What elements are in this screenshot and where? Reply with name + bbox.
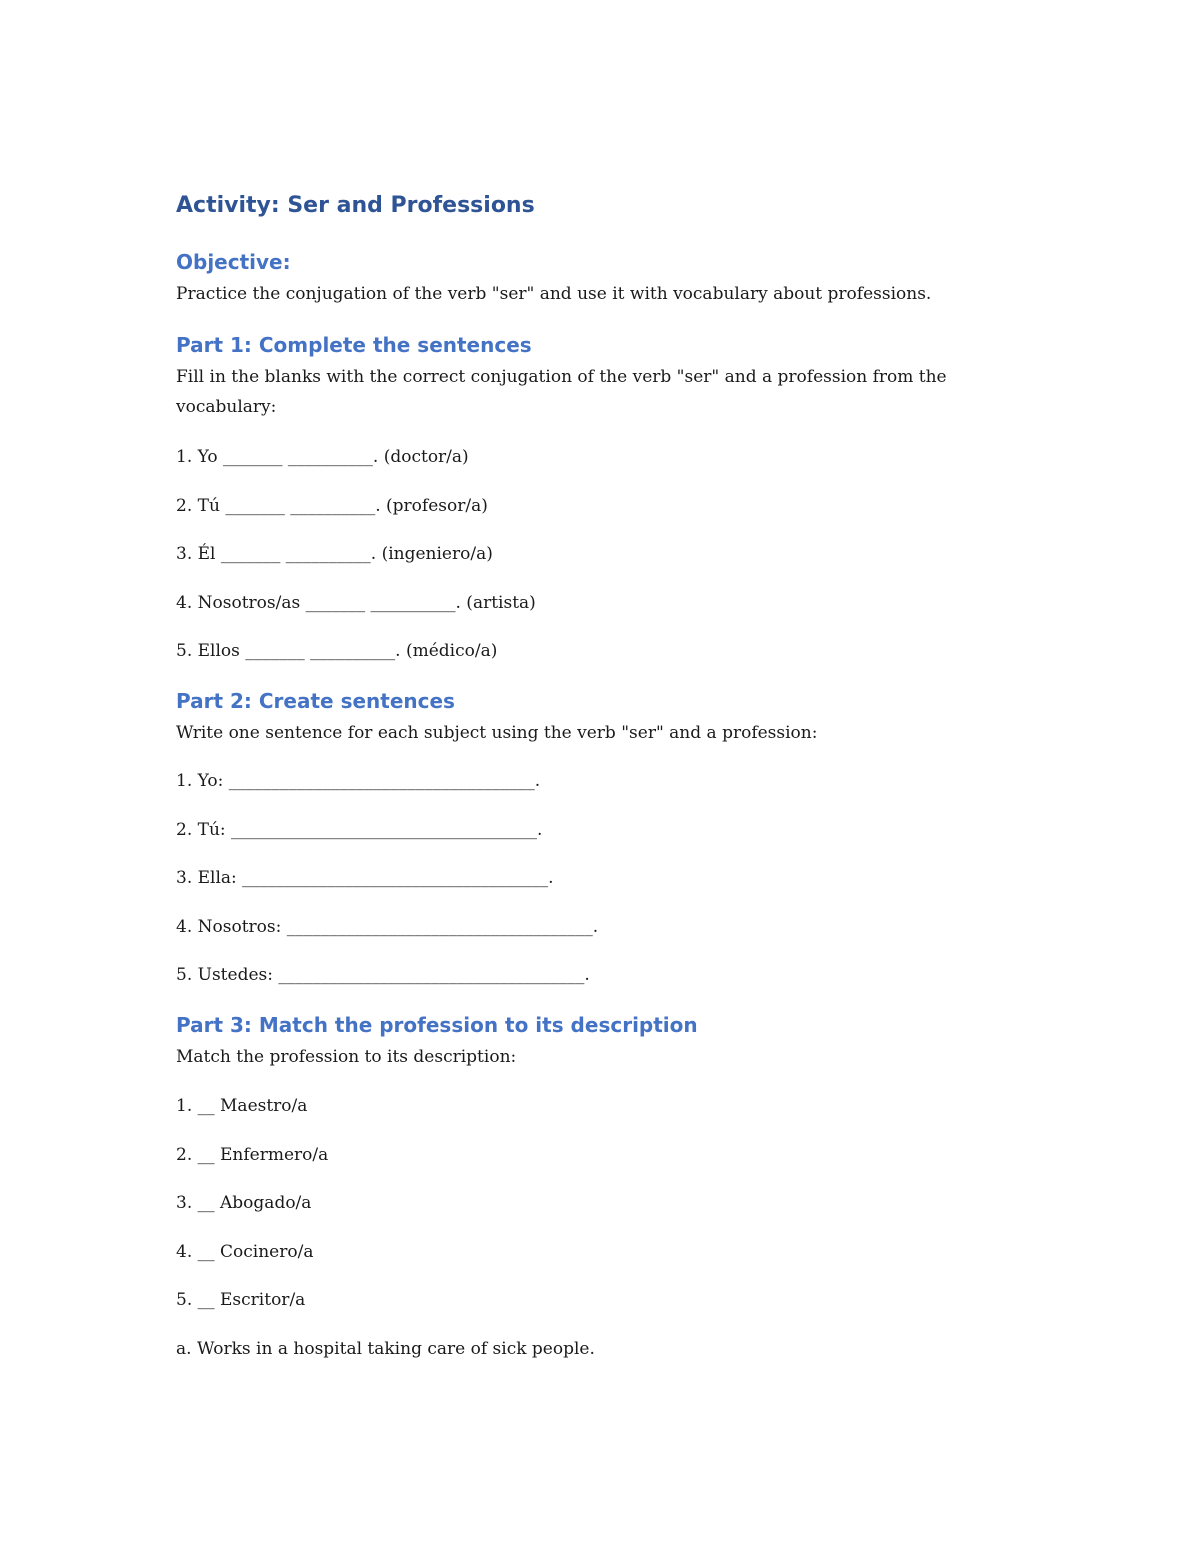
part1-instructions: Fill in the blanks with the correct conjugation of the verb "ser" and a profession from the vocabulary: [176,367,947,417]
part1-item: 4. Nosotros/as _______ __________. (artista) [176,592,536,613]
part2-item: 1. Yo: ____________________________________. [176,771,541,791]
part2-instructions: Write one sentence for each subject using the verb "ser" and a profession: [176,723,818,743]
part2-item: 2. Tú: ____________________________________. [176,819,543,840]
part2-heading: Part 2: Create sentences [176,689,455,713]
part2-item: 4. Nosotros: ____________________________________. [176,916,599,937]
part1-item: 1. Yo _______ __________. (doctor/a) [176,447,469,467]
part2-list [176,766,1036,990]
objective-text: Practice the conjugation of the verb "ser" and use it with vocabulary about professions. [176,284,932,304]
part3-description: a. Works in a hospital taking care of sick people. [176,1338,595,1359]
part1-item: 3. Él _______ __________. (ingeniero/a) [176,544,493,564]
document-title: Activity: Ser and Professions [176,193,535,218]
objective-heading: Objective: [176,250,291,274]
part3-item: 1. __ Maestro/a [176,1096,308,1116]
part3-instructions: Match the profession to its description: [176,1047,517,1067]
part3-item: 3. __ Abogado/a [176,1193,312,1213]
part1-item: 5. Ellos _______ __________. (médico/a) [176,641,498,661]
part1-item: 2. Tú _______ __________. (profesor/a) [176,495,488,516]
part2-item: 3. Ella: ____________________________________. [176,868,554,888]
document-body [176,190,1036,1364]
part3-item: 2. __ Enfermero/a [176,1144,329,1165]
part3-item: 5. __ Escritor/a [176,1290,306,1310]
part3-heading: Part 3: Match the profession to its description [176,1013,698,1037]
part3-item: 4. __ Cocinero/a [176,1241,314,1262]
part3-list [176,1091,1036,1315]
part1-heading: Part 1: Complete the sentences [176,333,532,357]
part1-list [176,442,1036,666]
part2-item: 5. Ustedes: ____________________________________. [176,965,590,985]
